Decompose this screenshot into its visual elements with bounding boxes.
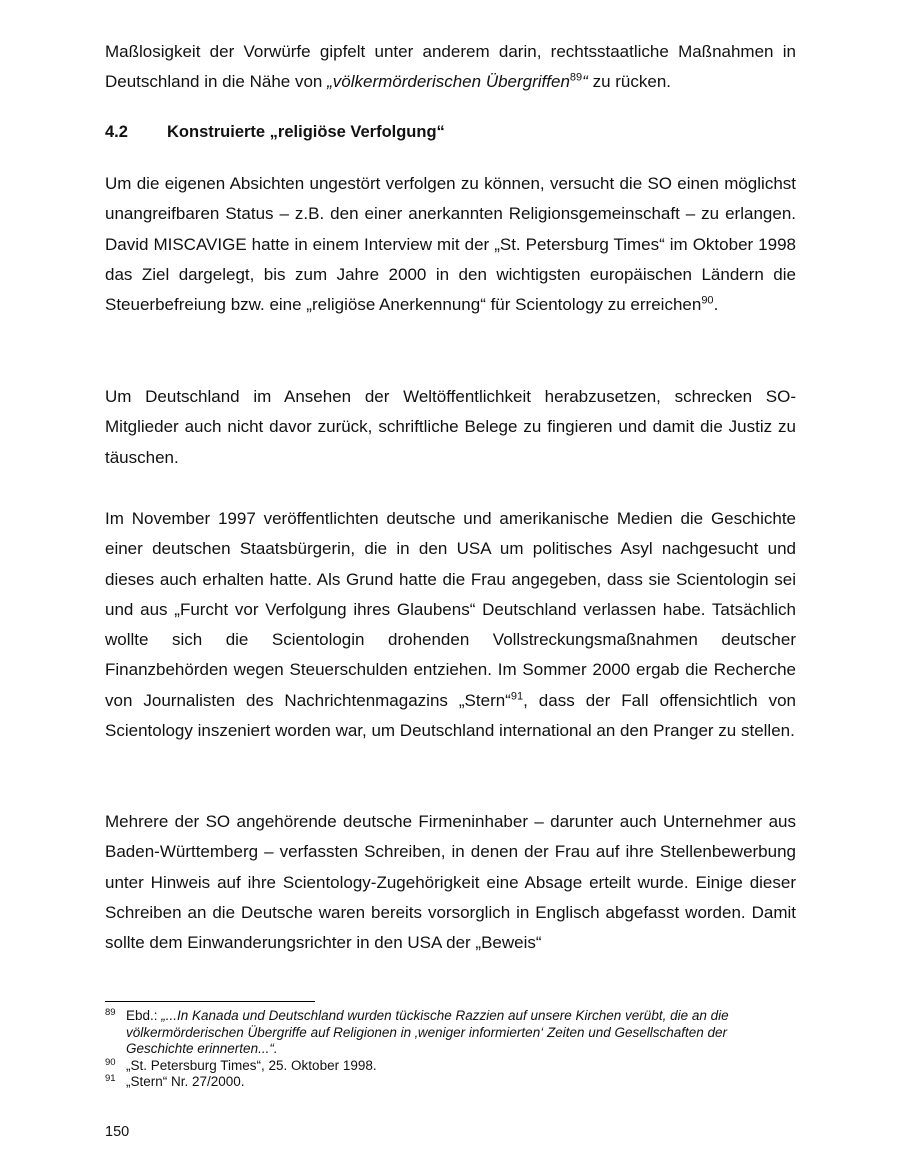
footnote-ref-89: 89	[569, 71, 583, 84]
paragraph-1	[105, 169, 796, 320]
footnote-number: 89	[105, 1007, 116, 1018]
footnote-text: „St. Petersburg Times“, 25. Oktober 1998.	[126, 1057, 377, 1073]
paragraph-1-end: .	[713, 295, 719, 315]
intro-text-end: zu rücken.	[587, 72, 671, 92]
paragraph-3-text: Im November 1997 veröffentlichten deutsche und amerikanische Medien die Geschichte einer deutschen Staatsbürgerin, die in den USA um politisches Asyl nachgesucht und dieses auch erhalten hatte. Als Grund hatte die Frau angegeben, dass sie Scientologin sei und aus „Furcht vor Verfolgung ihres Glaubens“ Deutschland verlassen habe. Tatsächlich wollte sich die Scientologin drohenden Vollstreckungsmaßnahmen deutscher Finanzbehörden wegen Steuerschulden entziehen. Im Sommer 2000 ergab die Recherche von Journalisten des Nachrichtenmagazins „Stern“	[105, 509, 796, 710]
footnote-separator	[105, 1001, 315, 1002]
intro-quote-close: “	[582, 72, 588, 92]
paragraph-3	[105, 504, 796, 746]
paragraph-3-text-end: , dass der Fall offensichtlich von Scientology inszeniert worden war, um Deutschland international an den Pranger zu stellen.	[105, 690, 796, 741]
paragraph-4	[105, 807, 796, 958]
footnote-number: 90	[105, 1056, 116, 1068]
footnote-number: 91	[105, 1073, 116, 1084]
footnote-91	[105, 1074, 796, 1091]
section-title: Konstruierte „religiöse Verfolgung“	[167, 123, 445, 141]
footnote-text: „Stern“ Nr. 27/2000.	[126, 1074, 245, 1089]
intro-quote: „völkermörderischen Übergriffen	[327, 72, 570, 92]
paragraph-1-text: Um die eigenen Absichten ungestört verfolgen zu können, versucht die SO einen möglichst unangreifbaren Status – z.B. den einer anerkannten Religionsgemeinschaft – zu erlangen. David MISCAVIGE hatte in einem Interview mit der „St. Petersburg Times“ im Oktober 1998 das Ziel dargelegt, bis zum Jahre 2000 in den wichtigsten europäischen Ländern die Steuerbefreiung bzw. eine „religiöse Anerkennung“ für Scientology zu erreichen	[105, 174, 796, 315]
paragraph-4-text: Mehrere der SO angehörende deutsche Firmeninhaber – darunter auch Unternehmer aus Baden-Württemberg – verfassten Schreiben, in denen der Frau auf ihre Stellenbewerbung unter Hinweis auf ihre Scientology-Zugehörigkeit eine Absage erteilt wurde. Einige dieser Schreiben an die Deutsche waren bereits vorsorglich in Englisch abgefasst worden. Damit sollte dem Einwanderungsrichter in den USA der „Beweis“	[105, 812, 796, 953]
footnote-89	[105, 1008, 796, 1058]
paragraph-2	[105, 382, 796, 473]
intro-paragraph	[105, 37, 796, 98]
section-heading	[105, 120, 445, 144]
section-number: 4.2	[105, 123, 128, 141]
footnote-prefix: Ebd.:	[126, 1008, 162, 1023]
footnote-ref-91: 91	[510, 690, 524, 703]
footnote-ref-90: 90	[701, 294, 714, 307]
intro-text: Maßlosigkeit der Vorwürfe gipfelt unter anderem darin, rechtsstaatliche Maßnahmen in Deutschland in die Nähe von	[105, 42, 796, 92]
paragraph-2-text: Um Deutschland im Ansehen der Weltöffentlichkeit herabzusetzen, schrecken SO-Mitglieder auch nicht davor zurück, schriftliche Belege zu fingieren und damit die Justiz zu täuschen.	[105, 387, 796, 467]
footnotes	[105, 1008, 796, 1091]
page-number: 150	[105, 1124, 130, 1140]
footnote-90	[105, 1058, 796, 1075]
footnote-text: „...In Kanada und Deutschland wurden tückische Razzien auf unsere Kirchen verübt, die an die völkermörderischen Übergriffe auf Religionen in ‚weniger informierten‘ Zeiten und Gesellschaften der Geschichte erinnerten...“.	[126, 1008, 729, 1056]
